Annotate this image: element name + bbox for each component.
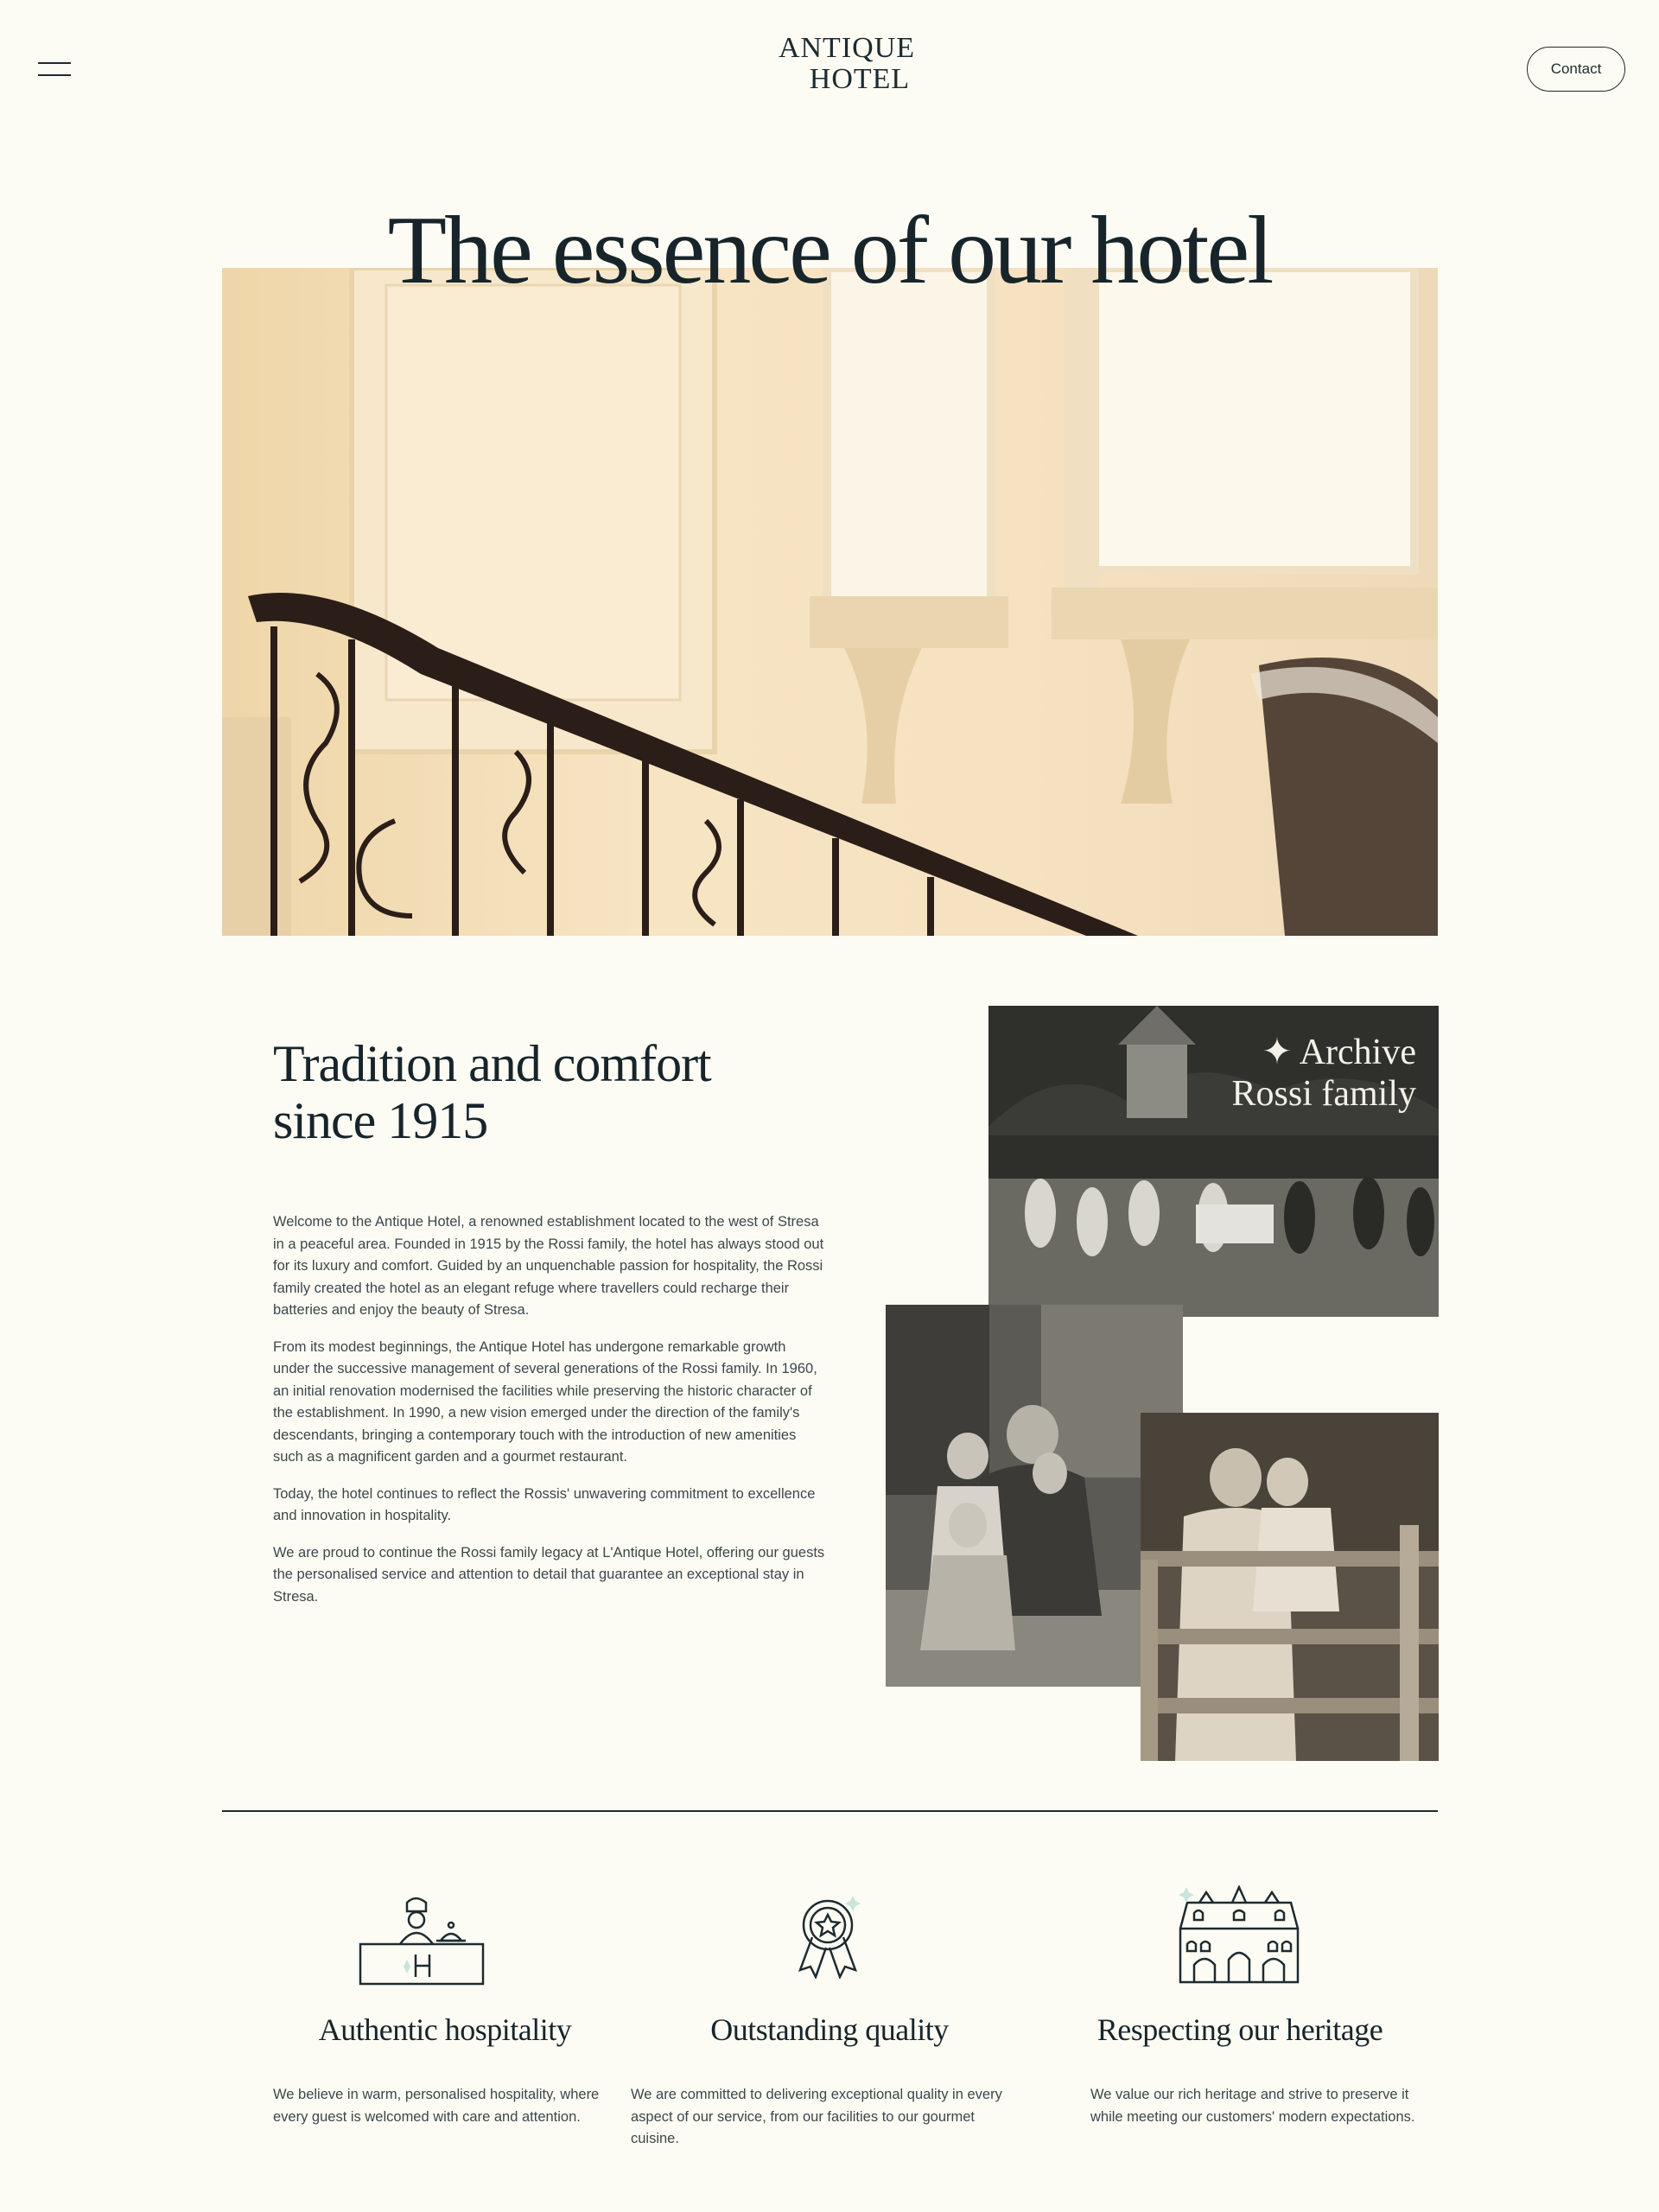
tradition-paragraph: We are proud to continue the Rossi family legacy at L'Antique Hotel, offering our guests the personalised service and attention to detail that guarantee an exceptional stay in Stresa. (273, 1544, 825, 1605)
family-photo-illustration (886, 1305, 1183, 1687)
tradition-heading (273, 1035, 826, 1149)
contact-button[interactable]: Contact (1527, 47, 1625, 92)
concierge-desk-icon (359, 1891, 486, 1990)
archive-label-line-1: Archive (1299, 1033, 1416, 1072)
sparkle-icon: ✦ (1262, 1033, 1293, 1072)
tradition-paragraph: From its modest beginnings, the Antique Hotel has undergone remarkable growth under the successive management of several generations of the Rossi family. In 1960, an initial renovation modernised the facilities while preserving the historic character of the establishment. In 1990, a new vision emerged under the direction of the family's descendants, bringing a contemporary touch with the introduction of new amenities such as a magnificent garden and a gourmet restaurant. (273, 1338, 817, 1465)
value-title: Outstanding quality (710, 2012, 949, 2047)
staircase-hero-image (222, 268, 1438, 936)
archive-label-line-2: Rossi family (1231, 1074, 1416, 1114)
value-text: We are committed to delivering exceptional quality in every aspect of our service, from our facilities to our gourmet cuisine. (631, 2087, 1002, 2146)
value-title: Authentic hospitality (318, 2012, 572, 2047)
value-text: We value our rich heritage and strive to preserve it while meeting our customers' modern expectations. (1090, 2087, 1415, 2125)
page-title: The essence of our hotel (387, 197, 1272, 304)
award-ribbon-icon (793, 1896, 862, 1983)
section-divider (222, 1810, 1438, 1812)
tradition-heading-line-2: since 1915 (273, 1092, 488, 1149)
value-text: We believe in warm, personalised hospitality, where every guest is welcomed with care and attention. (273, 2087, 600, 2125)
historic-building-icon (1175, 1885, 1303, 1988)
logo-line-2: HOTEL (809, 63, 911, 95)
staircase-illustration (222, 268, 1438, 936)
tradition-paragraph: Welcome to the Antique Hotel, a renowned establishment located to the west of Stresa in a peaceful area. Founded in 1915 by the Rossi family, the hotel has always stood out for its luxury and comfort. Guided by an unquenchable passion for hospitality, the Rossi family created the hotel as an elegant refuge where travellers could recharge their batteries and enjoy the beauty of Stresa. (273, 1214, 824, 1318)
archive-family-photo (886, 1305, 1183, 1687)
menu-icon[interactable] (38, 62, 71, 79)
tradition-text (273, 1211, 826, 1623)
archive-garden-photo (988, 1006, 1439, 1317)
mother-child-photo-illustration (1141, 1413, 1439, 1761)
archive-label (1231, 1032, 1416, 1115)
archive-mother-child-photo (1141, 1413, 1439, 1761)
hotel-logo[interactable] (760, 33, 933, 111)
value-title: Respecting our heritage (1096, 2012, 1383, 2047)
logo-line-1: ANTIQUE (778, 32, 916, 64)
tradition-paragraph: Today, the hotel continues to reflect the Rossis' unwavering commitment to excellence and innovation in hospitality. (273, 1485, 816, 1523)
tradition-heading-line-1: Tradition and comfort (273, 1035, 711, 1092)
